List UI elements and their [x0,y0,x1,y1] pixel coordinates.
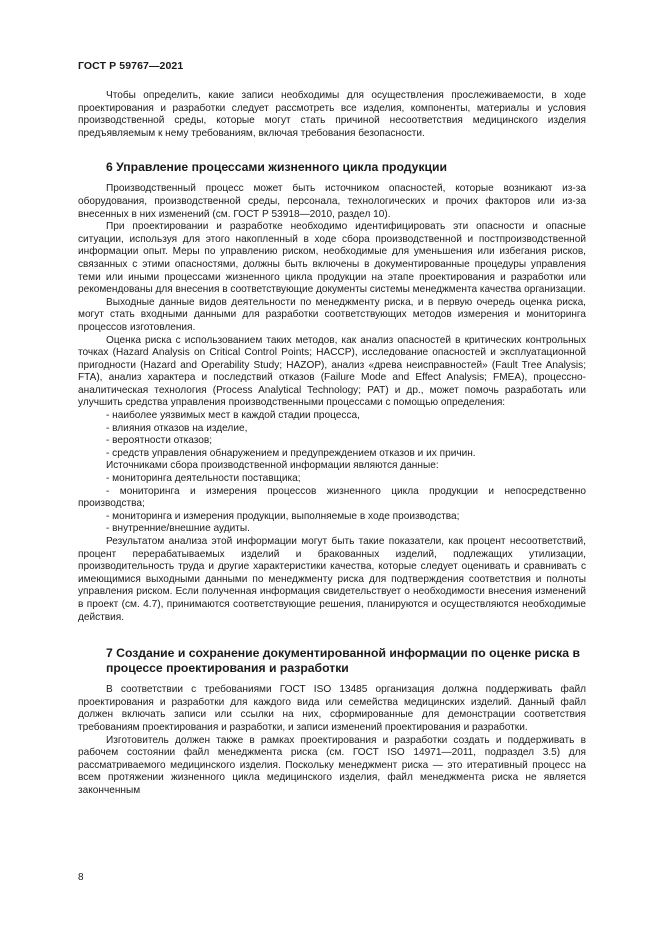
document-code-header: ГОСТ Р 59767—2021 [78,60,184,72]
list-item: - средств управления обнаружением и предупреждением отказов и их причин. [106,447,476,459]
intro-paragraph: Чтобы определить, какие записи необходимы для осуществления прослеживаемости, в ходе проектирования и разработки следует рассмотреть все изделия, компоненты, материалы и условия производственной среды, которые могут стать причиной несоответствия медицинского изделия предъявляемым к нему требованиям, включая требования безопасности. [78,90,586,139]
section-6-paragraph-4: Оценка риска с использованием таких методов, как анализ опасностей в критических контрольных точках (Hazard Analysis on Critical Control Points; HACCP), исследование опасностей и эксплуатационной пригодности (Hazard and Operability Study; HAZOP), анализ «древа неисправностей» (Fault Tree Analysis; FTA), анализ характера и последствий отказов (Failure Mode and Effect Analysis; FMEA), процессно-аналитическая технология (Process Analytical Technology; PAT) и др., может помочь разработать или улучшить средства управления производственными процессами с помощью определения: [78,334,586,409]
list-item: - внутренние/внешние аудиты. [106,523,250,535]
page-number: 8 [78,872,84,883]
section-6-paragraph-2: При проектировании и разработке необходимо идентифицировать эти опасности и опасные ситуации, используя для этого накопленный в ходе сбора производственной и постпроизводственной информации опыт. Меры по управлению риском, необходимые для уменьшения или избегания рисков, связанных с этими опасностями, должны быть включены в документированные процедуры управления теми или иными процессами жизненного цикла продукции на этапе проектирования и разработки или рекомендованы для внесения в соответствующие документы системы менеджмента качества организации. [78,221,586,296]
list-item: - влияния отказов на изделие, [106,422,248,434]
section-7-heading: 7 Создание и сохранение документированной информации по оценке риска в процессе проектирования и разработки [106,646,580,676]
list-item: - мониторинга и измерения продукции, выполняемые в ходе производства; [106,510,460,522]
page-content [78,90,586,798]
section-6-heading: 6 Управление процессами жизненного цикла продукции [106,160,448,175]
section-6-paragraph-6: Результатом анализа этой информации могут быть такие показатели, как процент несоответствий, процент перерабатываемых изделий и бракованных изделий, подлежащих утилизации, производительность труда и другие характеристики качества, которые следует оценивать и сравнивать с имеющимися выходными данными по менеджменту риска для подтверждения соответствия и полноты управления риском. Если полученная информация свидетельствует о необходимости внесения изменений в проект (см. 4.7), принимаются соответствующие решения, планируются и осуществляются необходимые действия. [78,536,586,623]
list-item: - вероятности отказов; [106,435,213,447]
list-item: - наиболее уязвимых мест в каждой стадии процесса, [106,410,360,422]
section-7-paragraph-2: Изготовитель должен также в рамках проектирования и разработки создать и поддерживать в рабочем состоянии файл менеджмента риска (см. ГОСТ ISO 14971—2011, подраздел 3.5) для рассматриваемого медицинского изделия. Поскольку менеджмент риска — это итеративный процесс на всем протяжении жизненного цикла медицинского изделия, файл менеджмента риска не является законченным [78,734,586,796]
section-6-paragraph-5: Источниками сбора производственной информации являются данные: [106,460,439,472]
list-item: - мониторинга и измерения процессов жизненного цикла продукции и непосредственно производства; [78,485,586,510]
section-6-paragraph-1: Производственный процесс может быть источником опасностей, которые возникают из-за оборудования, производственной среды, персонала, технологических и прочих факторов или из-за внесенных в них изменений (см. ГОСТ Р 53918—2010, раздел 10). [78,183,586,220]
section-6-paragraph-3: Выходные данные видов деятельности по менеджменту риска, и в первую очередь оценка риска, могут стать входными данными для разработки соответствующих методов измерения и мониторинга процессов изготовления. [78,296,586,333]
list-item: - мониторинга деятельности поставщика; [106,473,301,485]
section-7-paragraph-1: В соответствии с требованиями ГОСТ ISO 13485 организация должна поддерживать файл проектирования и разработки для каждого вида или семейства медицинских изделий. Данный файл должен включать записи или ссылки на них, сформированные для демонстрации соответствия требованиям проектирования и разработки, и записи изменений проектирования и разработки. [78,684,586,733]
